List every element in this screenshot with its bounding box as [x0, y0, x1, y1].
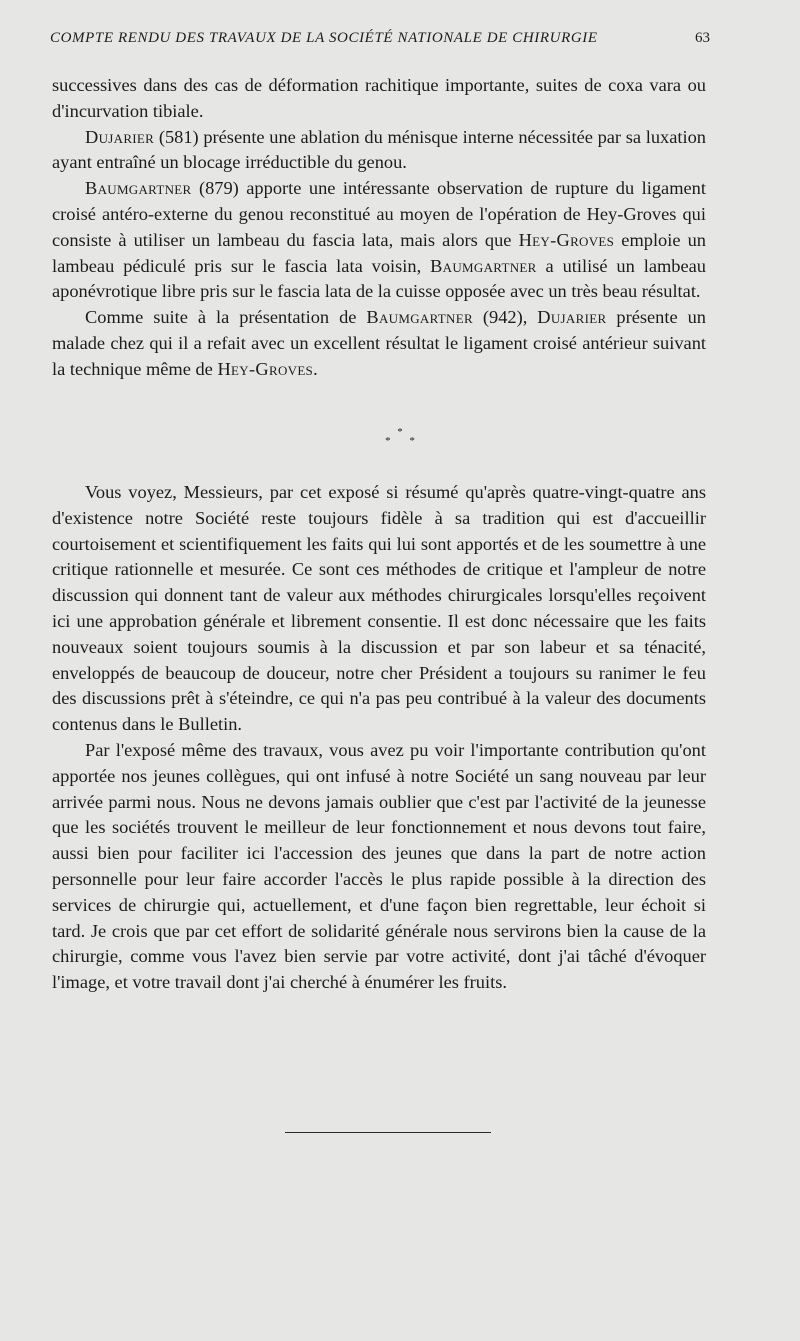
author-name: Baumgartner [430, 255, 537, 276]
paragraph-text: (942), [472, 307, 538, 328]
author-name: Dujarier [537, 307, 607, 328]
paragraph-dujarier-menisque [52, 125, 706, 177]
author-name: Dujarier [85, 126, 155, 147]
paragraph-text: emploie un lambeau pédiculé pris sur le fascia lata voisin, [52, 229, 707, 276]
paragraph-societe-tradition: Vous voyez, Messieurs, par cet exposé si résumé qu'après quatre-vingt-quatre ans d'existence notre Société reste toujours fidèle à sa tradition qui est d'accueillir courtoisement et scientifiquement les faits qui lui sont apportés et de les soumettre à une critique rationnelle et mesurée. Ce sont ces méthodes de critique et l'ampleur de notre discussion qui donnent tant de valeur aux méthodes chirurgicales lorsqu'elles reçoivent ici une approbation générale et librement consentie. Il est donc nécessaire que les faits nouveaux soient toujours soumis à la discussion et par son labeur et sa ténacité, enveloppés de beaucoup de douceur, notre cher Président a toujours su ranimer le feu des discussions prêt à s'éteindre, ce qui n'a pas peu contribué à la valeur des documents contenus dans le Bulletin. [52, 482, 706, 735]
paragraph-continuation: successives dans des cas de déformation rachitique importante, suites de coxa vara ou d'incurvation tibiale. [52, 75, 706, 121]
paragraph-text: présente un malade chez qui il a refait avec un excellent résultat le ligament croisé antérieur suivant la technique même de [52, 307, 706, 379]
paragraph-text: (581) présente une ablation du ménisque interne nécessitée par sa luxation ayant entraîné un blocage irréductible du genou. [52, 126, 706, 173]
paragraph-text: (879) apporte une intéressante observation de rupture du ligament croisé antéro-externe du genou reconstitué au moyen de l'opération de Hey-Groves qui consiste à utiliser un lambeau du fascia lata, mais alors que [52, 178, 706, 250]
asterism-bottom-stars: * * [385, 435, 423, 447]
paragraph-text: . [313, 358, 318, 379]
paragraph-jeunes-collegues: Par l'exposé même des travaux, vous avez pu voir l'importante contribution qu'ont apportée nos jeunes collègues, qui ont infusé à notre Société un sang nouveau par leur arrivée parmi nous. Nous ne devons jamais oublier que c'est par l'activité de la jeunesse que les sociétés trouvent le meilleur de leur fonctionnement et nous devons tout faire, aussi bien pour faciliter ici l'accession des jeunes que dans la part de notre action personnelle pour leur faire accorder l'accès le plus rapide possible à la direction des services de chirurgie qui, actuellement, et d'une façon bien regrettable, leur échoit si tard. Je crois que par cet effort de solidarité générale nous servirons bien la cause de la chirurgie, comme vous l'avez bien servie par votre activité, dont j'ai tâché d'évoquer l'image, et votre travail dont j'ai cherché à énumérer les fruits. [52, 739, 706, 993]
running-head-title: COMPTE RENDU DES TRAVAUX DE LA SOCIÉTÉ NATIONALE DE CHIRURGIE [50, 30, 598, 46]
page-number: 63 [695, 30, 710, 46]
author-name: Baumgartner [366, 307, 473, 328]
asterism-separator [0, 428, 800, 446]
paragraph-text: Comme suite à la présentation de [85, 307, 367, 328]
paragraph-dujarier-hey-groves [52, 305, 706, 382]
author-name: Hey-Groves [518, 229, 615, 250]
top-text-block [52, 73, 706, 383]
author-name: Hey-Groves [217, 358, 314, 379]
asterism-top-star: * [397, 426, 403, 438]
running-head [50, 30, 710, 47]
paragraph-text: a utilisé un lambeau aponévrotique libre pris sur le fascia lata de la cuisse opposée avec un très beau résultat. [52, 255, 706, 302]
paragraph-baumgartner-ligament [52, 176, 706, 305]
author-name: Baumgartner [85, 178, 192, 199]
bottom-text-block [52, 480, 706, 996]
end-rule-divider [285, 1132, 491, 1133]
